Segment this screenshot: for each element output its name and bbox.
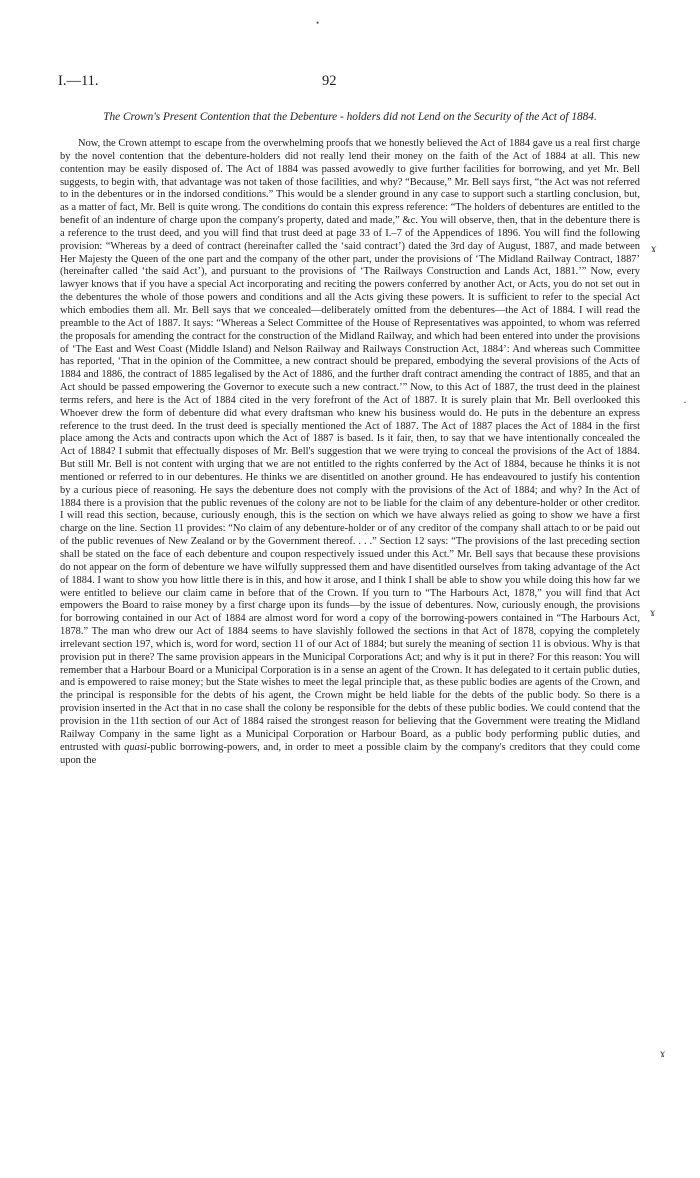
margin-mark-icon: · (683, 395, 687, 409)
quasi-italic: quasi (124, 741, 147, 753)
margin-mark-icon: ɤ (660, 1046, 666, 1060)
body-paragraph-end: -public borrowing-powers, and, in order to meet a possible claim by the company's creditors that they could come upon the (60, 741, 640, 766)
margin-mark-icon: ɤ (651, 241, 657, 255)
body-text (60, 138, 640, 767)
body-paragraph: Now, the Crown attempt to escape from the overwhelming proofs that we honestly believed the Act of 1884 gave us a real first charge by the novel contention that the debenture-holders did not really lend their money on the faith of the Act of 1884 at all. This new contention may be easily disposed of. The Act of 1884 was passed avowedly to give further facilities for borrowing, and yet Mr. Bell suggests, to begin with, that advantage was not taken of those facilities, and why? “Because,” Mr. Bell says first, “the Act was not referred to in the debentures or in the indorsed conditions.” This would be a slender ground in any case to support such a startling conclusion, but, as a matter of fact, Mr. Bell is quite wrong. The conditions do contain this express reference: “The holders of debentures are entitled to the benefit of an indenture of charge upon the company's property, dated and made,” &c. You will observe, then, that in the debenture there is a reference to the trust deed, and you will find that trust deed at page 33 of I.–7 of the Appendices of 1896. You will find the following provision: “Whereas by a deed of contract (hereinafter called the ‘said contract’) dated the 3rd day of August, 1887, and made between Her Majesty the Queen of the one part and the company of the other part, under the provisions of ‘The Midland Railway Contract, 1887’ (hereinafter called ‘the said Act’), and pursuant to the provisions of ‘The Railways Construction and Lands Act, 1881.’” Now, every lawyer knows that if you have a special Act incorporating and reciting the powers conferred by another Act, or Acts, you do not set out in the debentures the whole of those powers and conditions and all the Acts giving these powers. It is sufficient to refer to the special Act which embodies them all. Mr. Bell says that we concealed—deliberately omitted from the debentures—the Act of 1884. I will read the preamble to the Act of 1887. It says: “Whereas a Select Committee of the House of Representatives was appointed, to whom was referred the proposals for amending the contract for the construction of the Midland Railway, and which had been entered into under the provisions of ‘The East and West Coast (Middle Island) and Nelson Railway and Railways Construction Act, 1884’: And whereas such Committee has reported, ‘That in the opinion of the Committee, a new contract should be prepared, embodying the several provisions of the Acts of 1884 and 1886, the contract of 1885 legalised by the Act of 1886, and the further draft contract amending the contract of 1885, and that an Act should be passed empowering the Governor to execute such a new contract.’” Now, to this Act of 1887, the trust deed in the plainest terms refers, and here is the Act of 1884 cited in the very forefront of the Act of 1887. It is surely plain that Mr. Bell overlooked this Whoever drew the form of debenture did what every draftsman who knew his business would do. He puts in the debenture an express reference to the trust deed. In the trust deed is specially mentioned the Act of 1887. The Act of 1887 places the Act of 1884 in the first place among the Acts and contracts upon which the Act of 1887 is based. Is it fair, then, to say that we have intentionally concealed the Act of 1884? I submit that effectually disposes of Mr. Bell's suggestion that we were trying to conceal the provisions of the Act of 1884. But still Mr. Bell is not content with urging that we are not entitled to the rights conferred by the Act of 1884, because he thinks it is not mentioned or referred to in our debentures. He thinks we are disentitled on another ground. He has endeavoured to justify his contention by a curious piece of reasoning. He says the debenture does not comply with the provisions of the Act of 1884; and why? In the Act of 1884 there is a provision that the public revenues of the colony are not to be liable for the claim of any debenture-holder or other creditor. I will read this section, because, curiously enough, this is the section on which we have always relied as going to show we have a first charge on the line. Section 11 provides: “No claim of any debenture-holder or of any creditor of the company shall attach to or be paid out of the public revenues of New Zealand or by the Government thereof. . . .” Section 12 says: “The provisions of the last preceding section shall be stated on the face of each debenture and coupon respectively issued under this Act.” Mr. Bell says that because these provisions do not appear on the form of debenture we have wilfully suppressed them and have disentitled ourselves from taking advantage of the Act of 1884. I want to show you how little there is in this, and how it arose, and I think I shall be able to show you while doing this how far we were entitled to believe our claim came in before that of the Crown. If you turn to “The Harbours Act, 1878,” you will find that Act empowers the Board to raise money by a first charge upon its funds—by the issue of debentures. Now, curiously enough, the provisions for borrowing contained in our Act of 1884 are almost word for word a copy of the borrowing-powers contained in “The Harbours Act, 1878.” The man who drew our Act of 1884 seems to have slavishly followed the sections in that Act of 1878, copying the completely irrelevant section 197, which is, word for word, section 11 of our Act of 1884; but surely the meaning of section 11 is obvious. Why is that provision put in there? The same provision appears in the Municipal Corporations Act; and why is it put in there? For this reason: You will remember that a Harbour Board or a Municipal Corporation is in a sense an agent of the Crown. It has delegated to it certain public duties, and is empowered to raise money; but the State wishes to meet the legal principle that, as these public bodies are agents of the Crown, and the principal is responsible for the debts of his agent, the Crown might be held liable for the debts of the public body. So there is a provision inserted in the Act that in no case shall the colony be responsible for the debts of these public bodies. We could contend that the provision in the 11th section of our Act of 1884 raised the strongest reason for believing that the Government were treating the Midland Railway Company in the same light as a Municipal Corporation or Harbour Board, as a public body performing public duties, and entrusted with (60, 138, 640, 753)
section-title: The Crown's Present Contention that the Debenture - holders did not Lend on the Security of the Act of 1884. (103, 111, 597, 123)
page-header (58, 73, 642, 95)
document-reference: I.—11. (58, 73, 99, 89)
ink-dot: • (316, 18, 320, 28)
page-number: 92 (322, 73, 337, 89)
margin-mark-icon: ɤ (650, 605, 656, 619)
